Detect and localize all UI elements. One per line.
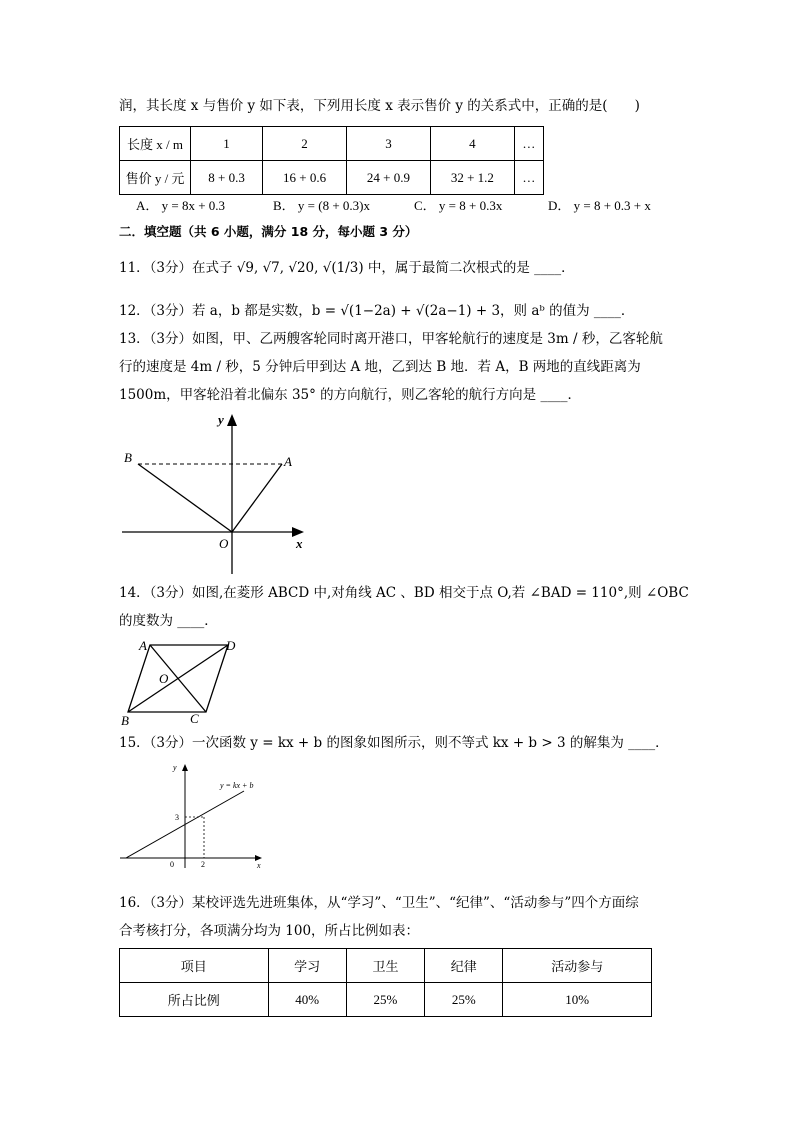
table-cell: 10%: [503, 983, 652, 1017]
y-arrow-icon: [182, 764, 188, 771]
table-cell: 售价 y / 元: [120, 161, 191, 195]
table-cell: 2: [263, 127, 347, 161]
table-cell: 所占比例: [120, 983, 269, 1017]
section-title: 二．填空题（共 6 小题，满分 18 分，每小题 3 分）: [119, 224, 418, 239]
table-cell: 卫生: [346, 949, 424, 983]
q15-figure: [118, 758, 268, 870]
q15-text: 15．（3分）一次函数 y = kx + b 的图象如图所示，则不等式 kx + b > 3 的解集为 ____．: [119, 735, 669, 751]
label-d: D: [226, 638, 236, 653]
table-cell: 纪律: [425, 949, 503, 983]
label-x: x: [296, 536, 303, 551]
table-cell: 活动参与: [503, 949, 652, 983]
option-b: B． y = (8 + 0.3)x: [273, 198, 370, 213]
label-a: A: [284, 454, 292, 469]
table-cell: 8 + 0.3: [191, 161, 263, 195]
label-x: x: [257, 861, 261, 870]
table-cell: 32 + 1.2: [430, 161, 514, 195]
table-cell: 长度 x / m: [120, 127, 191, 161]
table-cell: 25%: [346, 983, 424, 1017]
q10-table: [119, 126, 544, 195]
table-row: [120, 949, 652, 983]
segment-ob: [138, 464, 232, 532]
table-cell: …: [514, 127, 543, 161]
option-c: C． y = 8 + 0.3x: [414, 198, 503, 213]
q12-text: 12．（3分）若 a，b 都是实数，b = √(1−2a) + √(2a−1) + 3，则 aᵇ 的值为 ____．: [119, 303, 635, 319]
table-cell: 项目: [120, 949, 269, 983]
q13-line1: 13．（3分）如图，甲、乙两艘客轮同时离开港口，甲客轮航行的速度是 3m / 秒，乙客轮航: [119, 331, 663, 347]
table-cell: 1: [191, 127, 263, 161]
q14-line1: 14．（3分）如图,在菱形 ABCD 中,对角线 AC 、BD 相交于点 O,若 ∠BAD = 110°,则 ∠OBC: [119, 585, 689, 601]
q16-line1: 16．（3分）某校评选先进班集体，从“学习”、“卫生”、“纪律”、“活动参与”四个方面综: [119, 895, 639, 911]
q14-figure: [118, 634, 248, 726]
label-three: 3: [175, 813, 179, 822]
label-o: O: [219, 536, 229, 551]
table-cell: 24 + 0.9: [347, 161, 431, 195]
function-label: y = kx + b: [220, 781, 254, 790]
table-cell: 16 + 0.6: [263, 161, 347, 195]
y-arrow-icon: [227, 414, 237, 426]
q11-text: 11．（3分）在式子 √9, √7, √20, √(1/3) 中，属于最简二次根式的是 ____．: [119, 260, 575, 276]
label-b: B: [121, 713, 129, 726]
label-c: C: [190, 711, 199, 726]
label-b: B: [124, 450, 132, 465]
q10-intro: 润，其长度 x 与售价 y 如下表，下列用长度 x 表示售价 y 的关系式中，正确的是( ): [119, 98, 640, 114]
label-y: y: [173, 763, 177, 772]
q13-figure: [118, 410, 318, 580]
table-cell: 3: [347, 127, 431, 161]
label-origin: 0: [170, 860, 174, 869]
table-cell: 4: [430, 127, 514, 161]
q16-line2: 合考核打分，各项满分均为 100，所占比例如表：: [119, 923, 420, 939]
table-cell: 40%: [268, 983, 346, 1017]
label-a: A: [139, 638, 147, 653]
table-cell: …: [514, 161, 543, 195]
table-cell: 25%: [425, 983, 503, 1017]
option-a: A． y = 8x + 0.3: [136, 198, 226, 213]
q14-line2: 的度数为 ____．: [119, 613, 218, 629]
q13-line3: 1500m，甲客轮沿着北偏东 35° 的方向航行，则乙客轮的航行方向是 ____．: [119, 387, 581, 403]
table-row: [120, 161, 544, 195]
label-two: 2: [201, 860, 205, 869]
segment-oa: [232, 464, 282, 532]
q16-table: [119, 948, 652, 1017]
label-o: O: [159, 671, 169, 686]
label-y: y: [218, 412, 224, 427]
diagonal-bd: [128, 645, 228, 712]
q13-line2: 行的速度是 4m / 秒，5 分钟后甲到达 A 地，乙到达 B 地．若 A，B 两地的直线距离为: [119, 359, 641, 375]
table-cell: 学习: [268, 949, 346, 983]
option-d: D． y = 8 + 0.3 + x: [548, 198, 651, 213]
table-row: [120, 983, 652, 1017]
table-row: [120, 127, 544, 161]
